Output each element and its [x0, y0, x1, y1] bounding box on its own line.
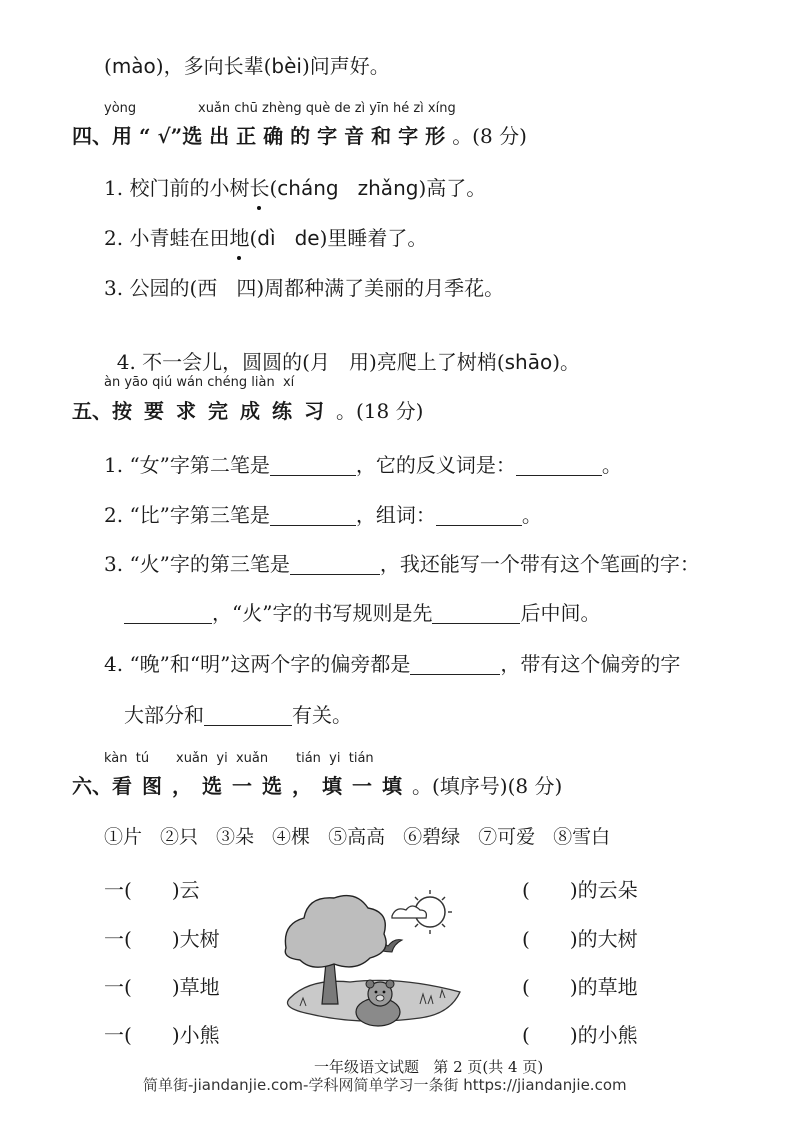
fill-right-4: ( )的小熊 — [522, 1023, 638, 1047]
section4-item-4: 4. 不一会儿，圆圆的(月 用)亮爬上了树梢(shāo)。 — [116, 350, 581, 374]
answer-blank[interactable] — [270, 505, 356, 526]
section5-item-3: 3. “火”字的第三笔是 ，我还能写一个带有这个笔画的字： — [104, 552, 700, 576]
section5-pinyin: àn yāo qiú wán chéng liàn xí — [104, 375, 295, 390]
page-footer: 一年级语文试题 第 2 页(共 4 页) — [314, 1058, 544, 1076]
answer-blank[interactable] — [410, 654, 500, 675]
option-list — [104, 822, 628, 849]
section6-pinyin-kantu: kàn tú — [104, 751, 150, 766]
check-mark-icon: √ — [157, 124, 171, 148]
answer-blank[interactable] — [516, 455, 602, 476]
answer-blank[interactable] — [124, 603, 212, 624]
section6-heading: 六、看图，选一选，填一填。(填序号)(8 分) — [72, 774, 563, 798]
section5-item-3-cont: ，“火”字的书写规则是先 后中间。 — [124, 597, 600, 626]
option-item: ⑥碧绿 — [403, 826, 461, 848]
fill-right-3: ( )的草地 — [522, 975, 638, 999]
section4-item-2: 2. 小青蛙在田地(dì de)里睡着了。 — [104, 222, 427, 251]
option-item: ②只 — [160, 826, 199, 848]
fill-right-1: ( )的云朵 — [522, 878, 638, 902]
answer-blank[interactable] — [270, 455, 356, 476]
option-item: ⑤高高 — [328, 826, 386, 848]
section5-item-2: 2. “比”字第三笔是 ，组词： 。 — [104, 503, 542, 527]
option-item: ⑧雪白 — [553, 826, 611, 848]
section4-item-3: 3. 公园的(西 四)周都种满了美丽的月季花。 — [104, 276, 505, 300]
section4-heading: 四、用“√”选出正确的字音和字形。(8 分) — [72, 124, 527, 148]
scene-illustration — [280, 886, 470, 1036]
section4-pinyin-rest: xuǎn chū zhèng què de zì yīn hé zì xíng — [198, 101, 456, 116]
section4-item-1: 1. 校门前的小树长(cháng zhǎng)高了。 — [104, 172, 486, 201]
answer-blank[interactable] — [290, 554, 380, 575]
section5-item-1: 1. “女”字第二笔是 ，它的反义词是： 。 — [104, 453, 622, 477]
section6-pinyin-tian: tián yi tián — [296, 751, 374, 766]
fill-left-3: 一( )草地 — [104, 975, 220, 999]
fill-left-2: 一( )大树 — [104, 927, 220, 951]
option-item: ③朵 — [216, 826, 255, 848]
answer-blank[interactable] — [436, 505, 522, 526]
answer-blank[interactable] — [204, 705, 292, 726]
continuation-line: (mào)，多向长辈(bèi)问声好。 — [104, 54, 390, 78]
section5-item-4: 4. “晚”和“明”这两个字的偏旁都是 ，带有这个偏旁的字 — [104, 652, 681, 676]
option-item: ④棵 — [272, 826, 311, 848]
fill-left-1: 一( )云 — [104, 878, 200, 902]
section6-pinyin-xuan: xuǎn yi xuǎn — [176, 751, 269, 766]
option-item: ①片 — [104, 826, 143, 848]
answer-blank[interactable] — [432, 603, 520, 624]
section5-item-4-cont: 大部分和 有关。 — [124, 703, 352, 727]
option-item: ⑦可爱 — [478, 826, 536, 848]
section4-pinyin-yong: yòng — [104, 101, 137, 116]
section5-heading: 五、按要求完成练习。(18 分) — [72, 399, 424, 423]
site-watermark: 简单街-jiandanjie.com-学科网简单学习一条街 https://jiandanjie.com — [143, 1076, 627, 1094]
fill-left-4: 一( )小熊 — [104, 1023, 220, 1047]
fill-right-2: ( )的大树 — [522, 927, 638, 951]
